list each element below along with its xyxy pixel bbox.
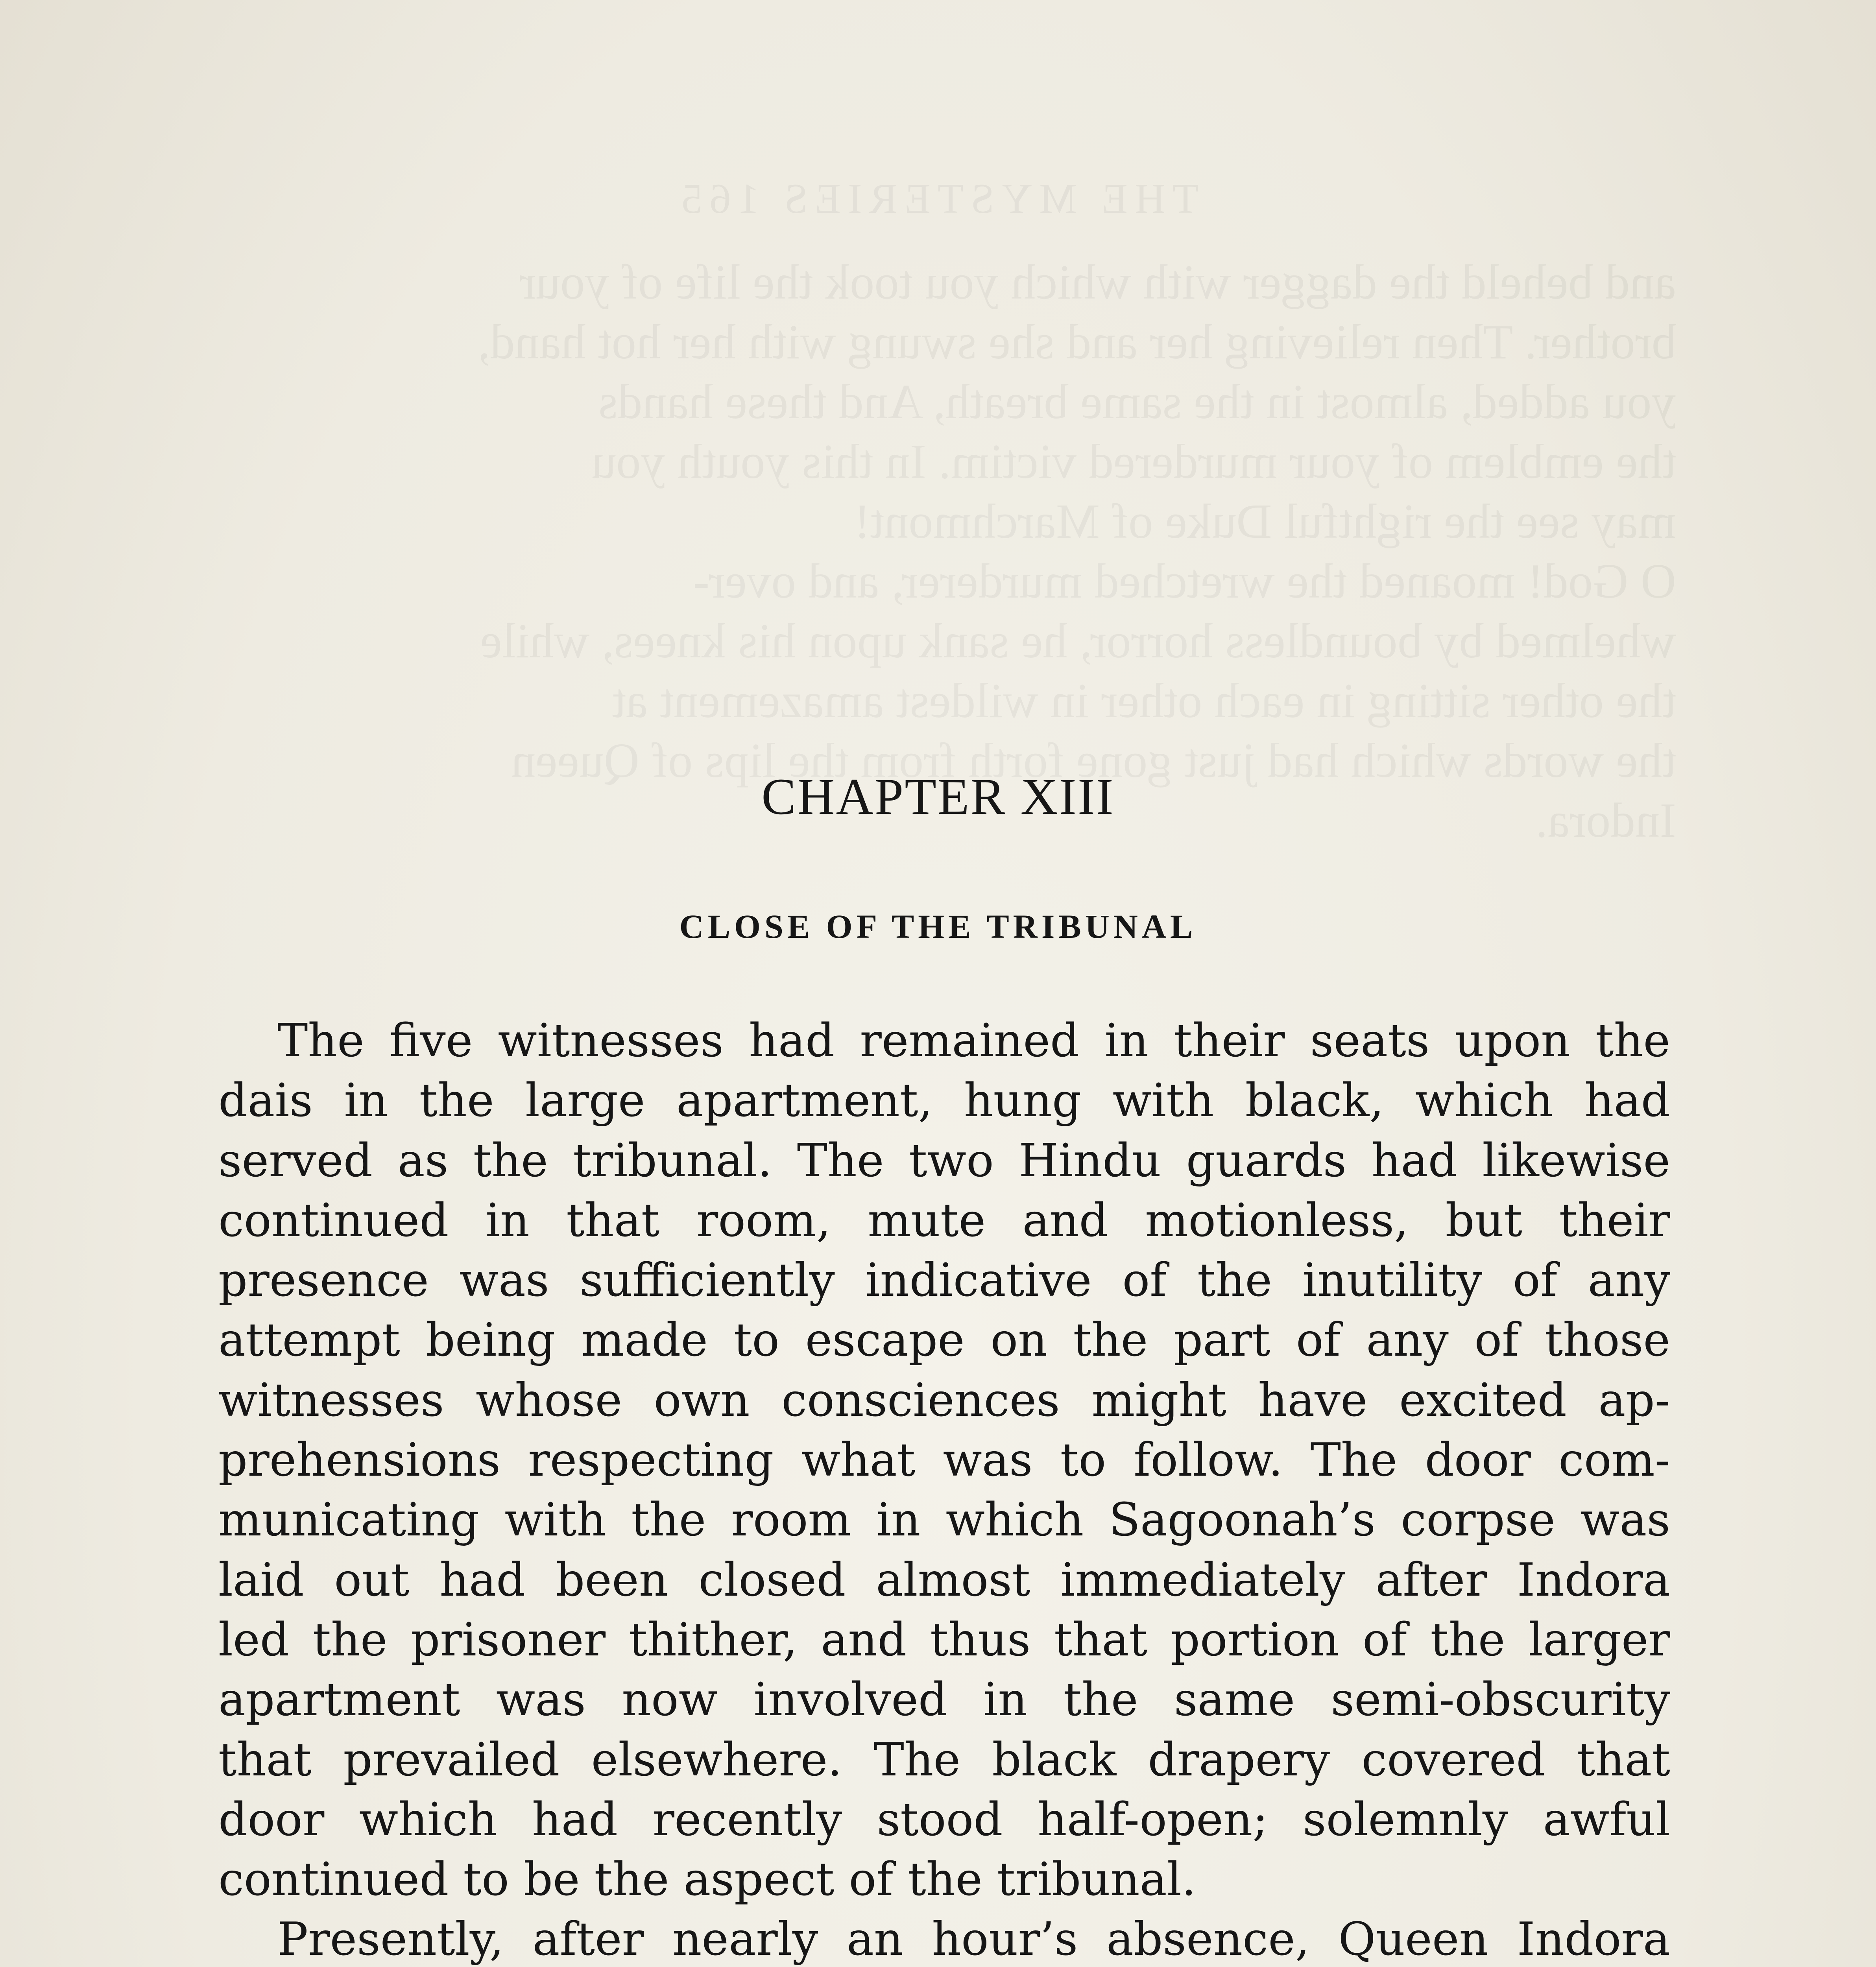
text-line: witnesses whose own consciences might have excited ap- [218, 1373, 1670, 1427]
show-through-lines [197, 253, 1676, 851]
show-through-line [197, 312, 1676, 372]
show-through-line [197, 611, 1676, 671]
chapter-title: CHAPTER XIII [761, 768, 1115, 825]
show-through-line [197, 671, 1676, 731]
text-line: served as the tribunal. The two Hindu guards had likewise [218, 1134, 1670, 1187]
text-line: attempt being made to escape on the part of any of those [218, 1314, 1670, 1367]
text-line: door which had recently stood half-open; solemnly awful [218, 1793, 1670, 1846]
body-text [218, 1011, 1670, 1967]
text-line: apartment was now involved in the same semi-obscurity [218, 1673, 1670, 1727]
text-line: continued in that room, mute and motionless, but their [218, 1194, 1670, 1247]
show-through-header [197, 169, 1676, 229]
text-line: The five witnesses had remained in their seats upon the [277, 1014, 1670, 1067]
text-line: presence was sufficiently indicative of the inutility of any [218, 1254, 1670, 1307]
text-line: dais in the large apartment, hung with black, which had [218, 1074, 1670, 1127]
text-line: that prevailed elsewhere. The black drapery covered that [218, 1733, 1670, 1786]
text-line: continued to be the aspect of the tribunal. [218, 1853, 1196, 1906]
show-through-text [197, 169, 1676, 851]
text-line: laid out had been closed almost immediately after Indora [218, 1553, 1670, 1607]
show-through-line [197, 492, 1676, 552]
show-through-line [197, 253, 1676, 312]
show-through-line [197, 432, 1676, 492]
show-through-line [197, 372, 1676, 432]
text-line: led the prisoner thither, and thus that portion of the larger [218, 1613, 1670, 1666]
chapter-subtitle: CLOSE OF THE TRIBUNAL [679, 908, 1197, 945]
text-line: Presently, after nearly an hour’s absence, Queen Indora [277, 1913, 1670, 1966]
text-line: prehensions respecting what was to follow. The door com- [218, 1434, 1670, 1487]
text-line: municating with the room in which Sagoonah’s corpse was [218, 1493, 1670, 1547]
show-through-line [197, 552, 1676, 611]
